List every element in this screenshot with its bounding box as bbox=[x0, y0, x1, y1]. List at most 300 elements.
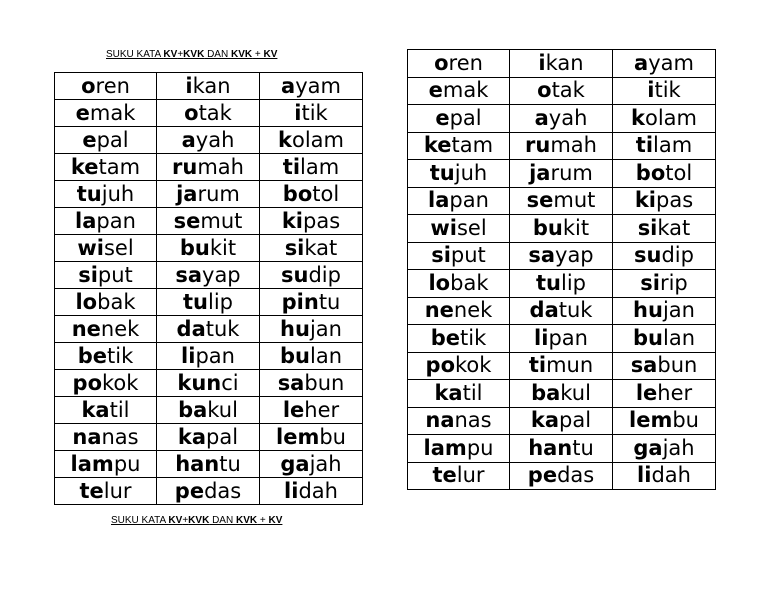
table-row bbox=[408, 462, 716, 490]
word-cell bbox=[260, 343, 363, 370]
word-syllable-bold: ne bbox=[71, 316, 101, 341]
word-syllable-bold: ke bbox=[423, 133, 452, 158]
word-rest: lan bbox=[309, 343, 342, 368]
word-syllable-bold: ba bbox=[531, 380, 561, 405]
word-cell bbox=[157, 235, 260, 262]
table-row bbox=[55, 478, 363, 505]
word-cell bbox=[613, 105, 716, 133]
table-row bbox=[408, 380, 716, 408]
word-syllable-bold: ki bbox=[634, 188, 657, 213]
word-rest: yap bbox=[555, 243, 594, 268]
word-cell bbox=[510, 242, 613, 270]
word-cell bbox=[157, 100, 260, 127]
word-syllable-bold: o bbox=[434, 50, 449, 75]
word-rest: jan bbox=[309, 316, 342, 341]
word-syllable-bold: bu bbox=[280, 343, 310, 368]
word-cell bbox=[55, 343, 157, 370]
word-cell bbox=[613, 435, 716, 463]
word-rest: pas bbox=[303, 208, 341, 233]
word-syllable-bold: ka bbox=[81, 397, 110, 422]
word-cell bbox=[260, 478, 363, 505]
word-syllable-bold: a bbox=[534, 105, 549, 130]
word-rest: tik bbox=[460, 325, 487, 350]
word-cell bbox=[260, 127, 363, 154]
word-rest: rip bbox=[659, 270, 688, 295]
word-rest: dah bbox=[298, 478, 338, 503]
word-syllable-bold: po bbox=[72, 370, 103, 395]
word-cell bbox=[157, 181, 260, 208]
caption-top bbox=[106, 49, 277, 60]
word-cell bbox=[260, 100, 363, 127]
word-cell bbox=[55, 235, 157, 262]
word-rest: olam bbox=[291, 127, 344, 152]
word-rest: mun bbox=[546, 353, 594, 378]
word-syllable-bold: sa bbox=[175, 262, 203, 287]
word-syllable-bold: li bbox=[534, 325, 549, 350]
word-cell bbox=[157, 424, 260, 451]
word-rest: lan bbox=[662, 325, 695, 350]
word-cell bbox=[55, 316, 157, 343]
word-syllable-bold: te bbox=[79, 478, 104, 503]
word-rest: kok bbox=[455, 353, 492, 378]
table-row bbox=[55, 343, 363, 370]
word-rest: tam bbox=[98, 154, 141, 179]
word-rest: pu bbox=[113, 451, 141, 476]
word-syllable-bold: da bbox=[176, 316, 206, 341]
word-cell bbox=[408, 297, 510, 325]
word-rest: tu bbox=[572, 435, 594, 460]
word-rest: mah bbox=[197, 154, 244, 179]
word-syllable-bold: sa bbox=[528, 243, 556, 268]
word-cell bbox=[613, 462, 716, 490]
word-rest: tak bbox=[551, 78, 585, 103]
word-rest: pan bbox=[96, 208, 136, 233]
word-rest: pan bbox=[449, 188, 489, 213]
word-syllable-bold: lo bbox=[428, 270, 451, 295]
word-rest: yap bbox=[202, 262, 241, 287]
word-cell bbox=[408, 325, 510, 353]
caption-text: DAN bbox=[209, 515, 236, 526]
table-row bbox=[55, 208, 363, 235]
word-cell bbox=[613, 160, 716, 188]
word-syllable-bold: ga bbox=[633, 435, 663, 460]
word-syllable-bold: ke bbox=[70, 154, 99, 179]
word-rest: kat bbox=[304, 235, 338, 260]
word-rest: tu bbox=[219, 451, 241, 476]
word-rest: bu bbox=[672, 408, 699, 433]
word-syllable-bold: i bbox=[538, 50, 546, 75]
table-row bbox=[55, 181, 363, 208]
word-rest: tak bbox=[198, 100, 232, 125]
table-row bbox=[408, 407, 716, 435]
word-syllable-bold: po bbox=[425, 353, 456, 378]
word-rest: tik bbox=[654, 78, 681, 103]
word-cell bbox=[157, 370, 260, 397]
word-syllable-bold: tu bbox=[76, 181, 102, 206]
table-row bbox=[408, 132, 716, 160]
word-cell bbox=[55, 181, 157, 208]
word-cell bbox=[408, 462, 510, 490]
word-cell bbox=[157, 343, 260, 370]
table-row bbox=[55, 397, 363, 424]
word-cell bbox=[157, 262, 260, 289]
word-rest: mak bbox=[89, 100, 136, 125]
table-row bbox=[408, 160, 716, 188]
word-syllable-bold: be bbox=[430, 325, 461, 350]
table-row bbox=[408, 242, 716, 270]
word-rest: kul bbox=[207, 397, 238, 422]
word-cell bbox=[613, 325, 716, 353]
word-cell bbox=[613, 270, 716, 298]
word-rest: nek bbox=[100, 316, 140, 341]
table-row bbox=[55, 154, 363, 181]
word-cell bbox=[510, 77, 613, 105]
word-syllable-bold: tu bbox=[183, 289, 208, 314]
word-rest: tol bbox=[312, 181, 340, 206]
word-syllable-bold: si bbox=[637, 215, 658, 240]
word-cell bbox=[408, 242, 510, 270]
word-syllable-bold: a bbox=[634, 50, 649, 75]
word-syllable-bold: wi bbox=[77, 235, 104, 260]
word-rest: tam bbox=[451, 133, 494, 158]
word-syllable-bold: lam bbox=[423, 435, 467, 460]
caption-text: SUKU KATA bbox=[111, 515, 169, 526]
word-rest: bak bbox=[450, 270, 489, 295]
word-syllable-bold: le bbox=[635, 380, 658, 405]
word-syllable-bold: k bbox=[631, 105, 645, 130]
word-rest: pu bbox=[466, 435, 494, 460]
word-cell bbox=[613, 215, 716, 243]
word-cell bbox=[510, 297, 613, 325]
word-syllable-bold: k bbox=[278, 127, 292, 152]
word-syllable-bold: sa bbox=[630, 353, 658, 378]
word-syllable-bold: pe bbox=[174, 478, 205, 503]
table-row bbox=[55, 289, 363, 316]
word-rest: mak bbox=[442, 78, 489, 103]
word-syllable-bold: o bbox=[537, 78, 552, 103]
word-syllable-bold: i bbox=[647, 78, 655, 103]
word-rest: mah bbox=[550, 133, 597, 158]
word-cell bbox=[157, 154, 260, 181]
word-syllable-bold: e bbox=[82, 127, 97, 152]
word-syllable-bold: le bbox=[282, 397, 305, 422]
table-row bbox=[55, 424, 363, 451]
table-row bbox=[408, 435, 716, 463]
word-cell bbox=[55, 397, 157, 424]
word-rest: kan bbox=[192, 73, 231, 98]
word-cell bbox=[260, 289, 363, 316]
word-syllable-bold: bo bbox=[635, 160, 666, 185]
caption-bold: KV bbox=[163, 49, 178, 60]
word-cell bbox=[613, 352, 716, 380]
word-cell bbox=[613, 242, 716, 270]
word-cell bbox=[510, 105, 613, 133]
word-rest: lip bbox=[561, 270, 586, 295]
word-rest: bak bbox=[97, 289, 136, 314]
word-cell bbox=[510, 435, 613, 463]
table-row bbox=[408, 77, 716, 105]
caption-bold: KV bbox=[168, 515, 183, 526]
word-cell bbox=[510, 325, 613, 353]
word-cell bbox=[260, 235, 363, 262]
table-row bbox=[55, 73, 363, 100]
word-rest: tu bbox=[318, 289, 341, 314]
word-cell bbox=[510, 132, 613, 160]
word-cell bbox=[510, 50, 613, 78]
word-syllable-bold: tu bbox=[429, 160, 455, 185]
word-cell bbox=[613, 380, 716, 408]
word-syllable-bold: ne bbox=[424, 298, 454, 323]
word-syllable-bold: sa bbox=[277, 370, 305, 395]
word-cell bbox=[510, 160, 613, 188]
word-syllable-bold: o bbox=[81, 73, 96, 98]
word-syllable-bold: han bbox=[175, 451, 220, 476]
word-syllable-bold: bu bbox=[179, 235, 210, 260]
word-rest: rum bbox=[550, 160, 593, 185]
word-rest: dip bbox=[308, 262, 341, 287]
word-cell bbox=[260, 208, 363, 235]
word-cell bbox=[157, 397, 260, 424]
table-row bbox=[55, 262, 363, 289]
word-syllable-bold: si bbox=[431, 243, 451, 268]
caption-bold: KV bbox=[263, 49, 278, 60]
word-cell bbox=[157, 208, 260, 235]
word-rest: lam bbox=[300, 154, 340, 179]
word-cell bbox=[260, 73, 363, 100]
table-row bbox=[55, 127, 363, 154]
word-syllable-bold: tu bbox=[536, 270, 561, 295]
word-cell bbox=[408, 50, 510, 78]
word-cell bbox=[408, 407, 510, 435]
word-rest: sel bbox=[456, 215, 487, 240]
word-syllable-bold: lo bbox=[75, 289, 98, 314]
word-syllable-bold: ru bbox=[172, 154, 198, 179]
caption-bold: KVK bbox=[188, 515, 210, 526]
word-cell bbox=[55, 73, 157, 100]
word-syllable-bold: ba bbox=[178, 397, 208, 422]
word-cell bbox=[510, 407, 613, 435]
word-syllable-bold: ja bbox=[529, 160, 551, 185]
word-rest: kul bbox=[560, 380, 591, 405]
word-rest: das bbox=[557, 463, 595, 488]
word-cell bbox=[260, 424, 363, 451]
table-row bbox=[408, 215, 716, 243]
word-syllable-bold: hu bbox=[280, 316, 310, 341]
word-syllable-bold: da bbox=[529, 298, 559, 323]
word-cell bbox=[260, 397, 363, 424]
word-rest: yah bbox=[548, 105, 588, 130]
word-syllable-bold: i bbox=[294, 100, 302, 125]
word-syllable-bold: te bbox=[432, 463, 457, 488]
word-cell bbox=[260, 181, 363, 208]
word-rest: kan bbox=[545, 50, 584, 75]
word-cell bbox=[260, 262, 363, 289]
word-rest: jah bbox=[662, 435, 695, 460]
caption-text: DAN bbox=[204, 49, 231, 60]
word-syllable-bold: ka bbox=[530, 408, 560, 433]
table-row bbox=[408, 105, 716, 133]
word-syllable-bold: li bbox=[284, 478, 299, 503]
word-rest: das bbox=[204, 478, 242, 503]
word-cell bbox=[510, 187, 613, 215]
word-syllable-bold: be bbox=[77, 343, 108, 368]
word-rest: sel bbox=[103, 235, 134, 260]
word-rest: ren bbox=[95, 73, 130, 98]
syllable-table-right bbox=[407, 49, 716, 490]
word-cell bbox=[408, 132, 510, 160]
word-cell bbox=[510, 462, 613, 490]
word-syllable-bold: na bbox=[425, 408, 455, 433]
word-cell bbox=[157, 289, 260, 316]
word-cell bbox=[55, 370, 157, 397]
table-row bbox=[55, 235, 363, 262]
word-syllable-bold: bu bbox=[532, 215, 563, 240]
word-syllable-bold: la bbox=[428, 188, 450, 213]
word-syllable-bold: wi bbox=[430, 215, 457, 240]
word-syllable-bold: bu bbox=[633, 325, 663, 350]
caption-bottom bbox=[111, 515, 282, 526]
table-row bbox=[55, 316, 363, 343]
word-rest: pal bbox=[96, 127, 129, 152]
word-cell bbox=[55, 154, 157, 181]
table-row bbox=[408, 270, 716, 298]
word-rest: yah bbox=[195, 127, 235, 152]
word-cell bbox=[408, 352, 510, 380]
word-syllable-bold: pin bbox=[281, 289, 319, 314]
word-cell bbox=[613, 132, 716, 160]
word-cell bbox=[408, 77, 510, 105]
word-cell bbox=[55, 127, 157, 154]
word-cell bbox=[613, 297, 716, 325]
word-rest: lur bbox=[456, 463, 485, 488]
word-rest: pan bbox=[548, 325, 588, 350]
caption-bold: KVK bbox=[235, 515, 258, 526]
table-row bbox=[408, 50, 716, 78]
word-syllable-bold: su bbox=[634, 243, 662, 268]
word-syllable-bold: a bbox=[181, 127, 196, 152]
word-syllable-bold: ja bbox=[176, 181, 198, 206]
word-rest: her bbox=[304, 397, 340, 422]
word-syllable-bold: ga bbox=[280, 451, 310, 476]
word-rest: til bbox=[109, 397, 130, 422]
word-cell bbox=[260, 451, 363, 478]
word-cell bbox=[408, 215, 510, 243]
word-syllable-bold: ka bbox=[434, 380, 463, 405]
table-row bbox=[55, 370, 363, 397]
word-rest: til bbox=[462, 380, 483, 405]
word-rest: lip bbox=[208, 289, 233, 314]
word-cell bbox=[408, 187, 510, 215]
word-cell bbox=[55, 289, 157, 316]
word-syllable-bold: e bbox=[435, 105, 450, 130]
word-rest: olam bbox=[644, 105, 697, 130]
word-rest: kit bbox=[209, 235, 237, 260]
word-syllable-bold: li bbox=[181, 343, 196, 368]
word-rest: mut bbox=[553, 188, 596, 213]
word-syllable-bold: ka bbox=[177, 424, 207, 449]
word-cell bbox=[157, 478, 260, 505]
syllable-table-left bbox=[54, 72, 363, 505]
word-rest: kat bbox=[657, 215, 691, 240]
caption-text: SUKU KATA bbox=[106, 49, 164, 60]
word-rest: tik bbox=[301, 100, 328, 125]
word-rest: pal bbox=[206, 424, 239, 449]
word-cell bbox=[260, 316, 363, 343]
caption-bold: KV bbox=[268, 515, 283, 526]
word-syllable-bold: bo bbox=[282, 181, 313, 206]
word-syllable-bold: hu bbox=[633, 298, 663, 323]
word-rest: yam bbox=[648, 50, 694, 75]
word-rest: tuk bbox=[558, 298, 593, 323]
word-cell bbox=[510, 380, 613, 408]
word-cell bbox=[157, 73, 260, 100]
word-rest: her bbox=[657, 380, 693, 405]
word-cell bbox=[408, 160, 510, 188]
caption-text: + bbox=[177, 49, 184, 60]
word-cell bbox=[260, 154, 363, 181]
word-cell bbox=[157, 127, 260, 154]
word-rest: bu bbox=[319, 424, 346, 449]
table-row bbox=[408, 352, 716, 380]
word-rest: lam bbox=[653, 133, 693, 158]
word-rest: put bbox=[450, 243, 486, 268]
word-rest: tuk bbox=[205, 316, 240, 341]
table-row bbox=[408, 187, 716, 215]
word-rest: pal bbox=[559, 408, 592, 433]
word-syllable-bold: su bbox=[281, 262, 309, 287]
word-cell bbox=[613, 77, 716, 105]
word-syllable-bold: si bbox=[78, 262, 98, 287]
word-cell bbox=[408, 435, 510, 463]
word-syllable-bold: i bbox=[185, 73, 193, 98]
word-rest: dah bbox=[651, 463, 691, 488]
word-rest: lur bbox=[103, 478, 132, 503]
word-syllable-bold: ru bbox=[525, 133, 551, 158]
word-rest: rum bbox=[197, 181, 240, 206]
caption-bold: KVK bbox=[230, 49, 253, 60]
word-rest: bun bbox=[304, 370, 345, 395]
word-rest: juh bbox=[454, 160, 488, 185]
word-syllable-bold: kun bbox=[177, 370, 222, 395]
word-cell bbox=[510, 270, 613, 298]
word-cell bbox=[55, 478, 157, 505]
word-syllable-bold: si bbox=[284, 235, 305, 260]
word-cell bbox=[55, 208, 157, 235]
word-syllable-bold: na bbox=[72, 424, 102, 449]
caption-text: + bbox=[182, 515, 189, 526]
word-rest: yam bbox=[295, 73, 341, 98]
word-syllable-bold: se bbox=[526, 188, 554, 213]
word-rest: jah bbox=[309, 451, 342, 476]
word-rest: mut bbox=[200, 208, 243, 233]
word-rest: pas bbox=[656, 188, 694, 213]
word-syllable-bold: si bbox=[640, 270, 660, 295]
word-rest: nas bbox=[454, 408, 492, 433]
word-cell bbox=[613, 50, 716, 78]
word-rest: dip bbox=[661, 243, 694, 268]
word-cell bbox=[613, 187, 716, 215]
word-cell bbox=[408, 270, 510, 298]
word-rest: tol bbox=[665, 160, 693, 185]
word-rest: put bbox=[97, 262, 133, 287]
word-rest: nas bbox=[101, 424, 139, 449]
word-syllable-bold: e bbox=[75, 100, 90, 125]
caption-bold: KVK bbox=[183, 49, 205, 60]
caption-text: + bbox=[252, 49, 264, 60]
word-syllable-bold: li bbox=[637, 463, 652, 488]
word-cell bbox=[408, 380, 510, 408]
table-row bbox=[408, 325, 716, 353]
